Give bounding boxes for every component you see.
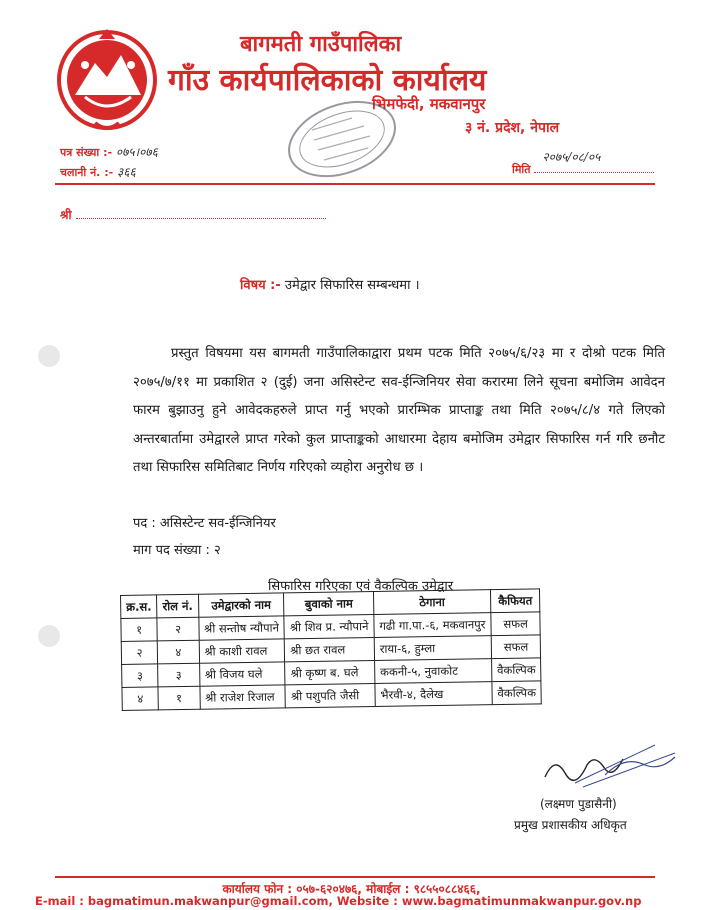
cell-roll: १ (158, 686, 200, 710)
cell-roll: ४ (158, 640, 200, 664)
cell-father-name: श्री पशुपति जैसी (285, 684, 375, 708)
post-line: पद : असिस्टेन्ट सव-ईन्जिनियर (133, 516, 276, 531)
header-roll: रोल नं. (157, 594, 199, 618)
letter-number-line (60, 143, 158, 160)
cell-candidate-name: श्री विजय घले (199, 662, 285, 686)
demand-count-line: माग पद संख्या : २ (133, 543, 221, 558)
cell-address: भैरवी-४, दैलेख (375, 682, 492, 707)
signatory-title: प्रमुख प्रशासकीय अधिकृत (514, 818, 627, 832)
header-serial: क्र.स. (121, 595, 158, 619)
subject-text: उमेद्वार सिफारिस सम्बन्धमा । (284, 278, 420, 293)
date-value: २०७५/०८/०५ (542, 150, 601, 164)
letter-number-label: पत्र संख्या :- (60, 146, 113, 159)
cell-remarks: वैकल्पिक (492, 681, 542, 705)
footer-contact (35, 894, 675, 908)
date-line (512, 150, 654, 177)
office-address: भिमफेदी, मकवानपुर (372, 95, 486, 113)
punch-hole (38, 345, 60, 367)
dispatch-number-label: चलानी नं. :- (60, 166, 114, 179)
recipient-label: श्री (60, 208, 72, 222)
header-father-name: बुवाको नाम (284, 592, 374, 616)
cell-father-name: श्री कृष्ण ब. घले (285, 661, 375, 685)
letter-number-value: ०७५।०७६ (115, 145, 158, 159)
nepal-emblem-icon (55, 25, 160, 135)
municipality-name: बागमती गाउँपालिका (240, 32, 402, 57)
header-remarks: कैफियत (490, 589, 540, 613)
cell-address: राया-६, हुम्ला (374, 636, 491, 661)
cell-remarks: सफल (491, 612, 541, 636)
office-province: ३ नं. प्रदेश, नेपाल (465, 120, 560, 136)
cell-candidate-name: श्री राजेश रिजाल (200, 685, 286, 709)
date-label: मिति (512, 163, 531, 176)
website-label: Website : (336, 894, 398, 908)
header-address: ठेगाना (373, 590, 490, 615)
signatory-name: (लक्ष्मण पुडासैनी) (540, 797, 617, 811)
cell-address: ककनी-५, नुवाकोट (374, 659, 491, 684)
header-candidate-name: उमेद्वारको नाम (198, 593, 284, 617)
punch-hole (38, 625, 60, 647)
cell-candidate-name: श्री सन्तोष न्यौपाने (198, 616, 284, 640)
cell-remarks: सफल (491, 635, 541, 659)
dispatch-number-line (60, 163, 136, 180)
subject-label: विषय :- (240, 278, 281, 293)
website-link[interactable]: www.bagmatimunmakwanpur.gov.np (401, 894, 642, 908)
recipient-line (60, 206, 326, 223)
email-link[interactable]: bagmatimun.makwanpur@gmail.com, (87, 894, 333, 908)
email-label: E-mail : (35, 894, 84, 908)
dispatch-number-value: ३६६ (117, 165, 136, 179)
cell-candidate-name: श्री काशी रावल (199, 639, 285, 663)
cell-serial: २ (121, 641, 158, 665)
cell-serial: ४ (122, 687, 159, 711)
candidate-table (120, 588, 542, 711)
cell-roll: ३ (158, 663, 200, 687)
cell-father-name: श्री छत रावल (285, 638, 375, 662)
cell-address: गढी गा.पा.-६, मकवानपुर (374, 613, 491, 638)
cell-roll: २ (157, 617, 199, 641)
signature-icon (535, 735, 685, 790)
footer-divider (55, 876, 655, 878)
letter-body: प्रस्तुत विषयमा यस बागमती गाउँपालिकाद्वारा प्रथम पटक मिति २०७५/६/२३ मा र दोश्रो पटक मिति २०७५/७/११ मा प्रकाशित २ (दुई) जना असिस्टेन्ट सव-ईन्जिनियर सेवा करारमा लिने सूचना बमोजिम आवेदन फारम बुझाउनु हुने आवेदकहरुले प्राप्त गर्नु भएको प्रारम्भिक प्राप्ताङ्क तथा मिति २०७५/८/४ गते लिएको अन्तरबार्तामा उमेद्वारले प्राप्त गरेको कुल प्राप्ताङ्कको आधारमा देहाय बमोजिम उमेद्वार सिफारिस गर्न गरि छनौट तथा सिफारिस समितिबाट निर्णय गरिएको व्यहोरा अनुरोध छ । (133, 346, 665, 475)
office-stamp-icon (282, 100, 402, 178)
header-divider (55, 183, 655, 185)
office-name: गाँउ कार्यपालिकाको कार्यालय (168, 63, 487, 98)
subject-line (240, 275, 420, 293)
table-caption: सिफारिस गरिएका एवं वैकल्पिक उमेद्वार (268, 579, 454, 594)
cell-remarks: वैकल्पिक (491, 658, 541, 682)
cell-serial: १ (121, 618, 158, 642)
cell-father-name: श्री शिव प्र. न्यौपाने (284, 615, 374, 639)
cell-serial: ३ (122, 664, 159, 688)
footer-phone: कार्यालय फोन : ०५७-६२०४७६, मोबाईल : ९८५५०८८४६६, (222, 882, 481, 896)
